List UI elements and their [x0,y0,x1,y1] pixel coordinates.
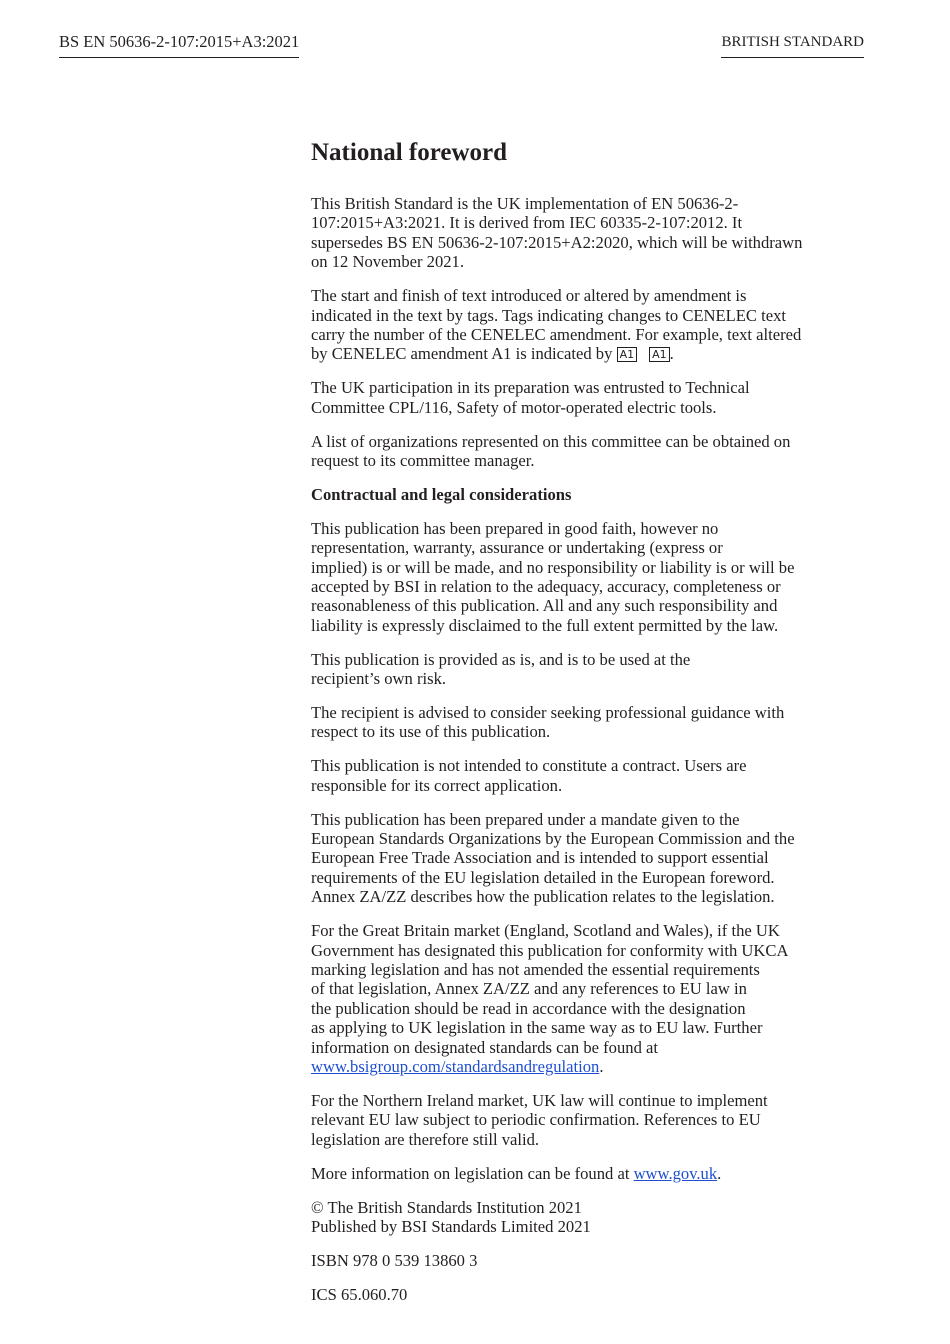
paragraph-great-britain [311,921,871,1076]
isbn: ISBN 978 0 539 13860 3 [311,1250,478,1270]
page-title: National foreword [311,139,508,166]
subheading-contractual: Contractual and legal considerations [311,484,572,504]
paragraph-uk-participation: The UK participation in its preparation was entrusted to Technical Committee CPL/116, Safety of motor-operated electric tools. [311,378,750,417]
paragraph-not-contract: This publication is not intended to constitute a contract. Users are responsible for its correct application. [311,756,747,795]
copyright-notice: © The British Standards Institution 2021 Published by BSI Standards Limited 2021 [311,1197,591,1236]
more-info-text: More information on legislation can be found at [311,1163,634,1183]
header-british-standard: BRITISH STANDARD [721,31,864,58]
paragraph-good-faith: This publication has been prepared in good faith, however no representation, warranty, assurance or undertaking (express or implied) is or will be made, and no responsibility or liability is or will be accepted by BSI in relation to the adequacy, accuracy, completeness or reasonableness of this publication. All and any such responsibility and liability is expressly disclaimed to the full extent permitted by the law. [311,518,795,635]
amendment-tags-end: . [669,344,674,364]
paragraph-organizations: A list of organizations represented on this committee can be obtained on request to its committee manager. [311,431,791,470]
more-info-end: . [717,1163,722,1183]
amendment-tags-text: The start and finish of text introduced or altered by amendment is indicated in the text by tags. Tags indicating changes to CENELEC text carry the number of the CENELEC amendment. For example, text altered by CENELEC amendment A1 is indicated by [311,286,802,364]
gov-uk-link[interactable]: www.gov.uk [633,1163,718,1183]
great-britain-end: . [599,1057,604,1077]
paragraph-mandate: This publication has been prepared under a mandate given to the European Standards Organizations by the European Commission and the European Free Trade Association and is intended to support essential requirements of the EU legislation detailed in the European foreword. Annex ZA/ZZ describes how the publication relates to the legislation. [311,809,795,907]
paragraph-as-is: This publication is provided as is, and is to be used at the recipient’s own risk. [311,649,691,689]
national-foreword-section [311,136,871,1319]
paragraph-implementation: This British Standard is the UK implementation of EN 50636-2- 107:2015+A3:2021. It is derived from IEC 60335-2-107:2012. It supersedes BS EN 50636-2-107:2015+A2:2020, which will be withdrawn on 12 November 2021. [311,194,803,272]
ics-code: ICS 65.060.70 [311,1284,408,1304]
amendment-tag-open: A1 [617,347,638,362]
bsigroup-link[interactable]: www.bsigroup.com/standardsandregulation [311,1057,600,1077]
paragraph-northern-ireland: For the Northern Ireland market, UK law will continue to implement relevant EU law subject to periodic confirmation. References to EU legislation are therefore still valid. [311,1090,768,1149]
paragraph-professional-guidance: The recipient is advised to consider seeking professional guidance with respect to its use of this publication. [311,703,785,742]
great-britain-text: For the Great Britain market (England, Scotland and Wales), if the UK Government has designated this publication for conformity with UKCA marking legislation and has not amended the essential requirements of that legislation, Annex ZA/ZZ and any references to EU law in the publication should be read in accordance with the designation as applying to UK legislation in the same way as to EU law. Further information on designated standards can be found at [311,921,789,1057]
header-standard-number: BS EN 50636-2-107:2015+A3:2021 [59,31,299,58]
paragraph-more-info [311,1164,871,1183]
paragraph-amendment-tags [311,286,871,364]
amendment-tag-close: A1 [649,347,670,362]
